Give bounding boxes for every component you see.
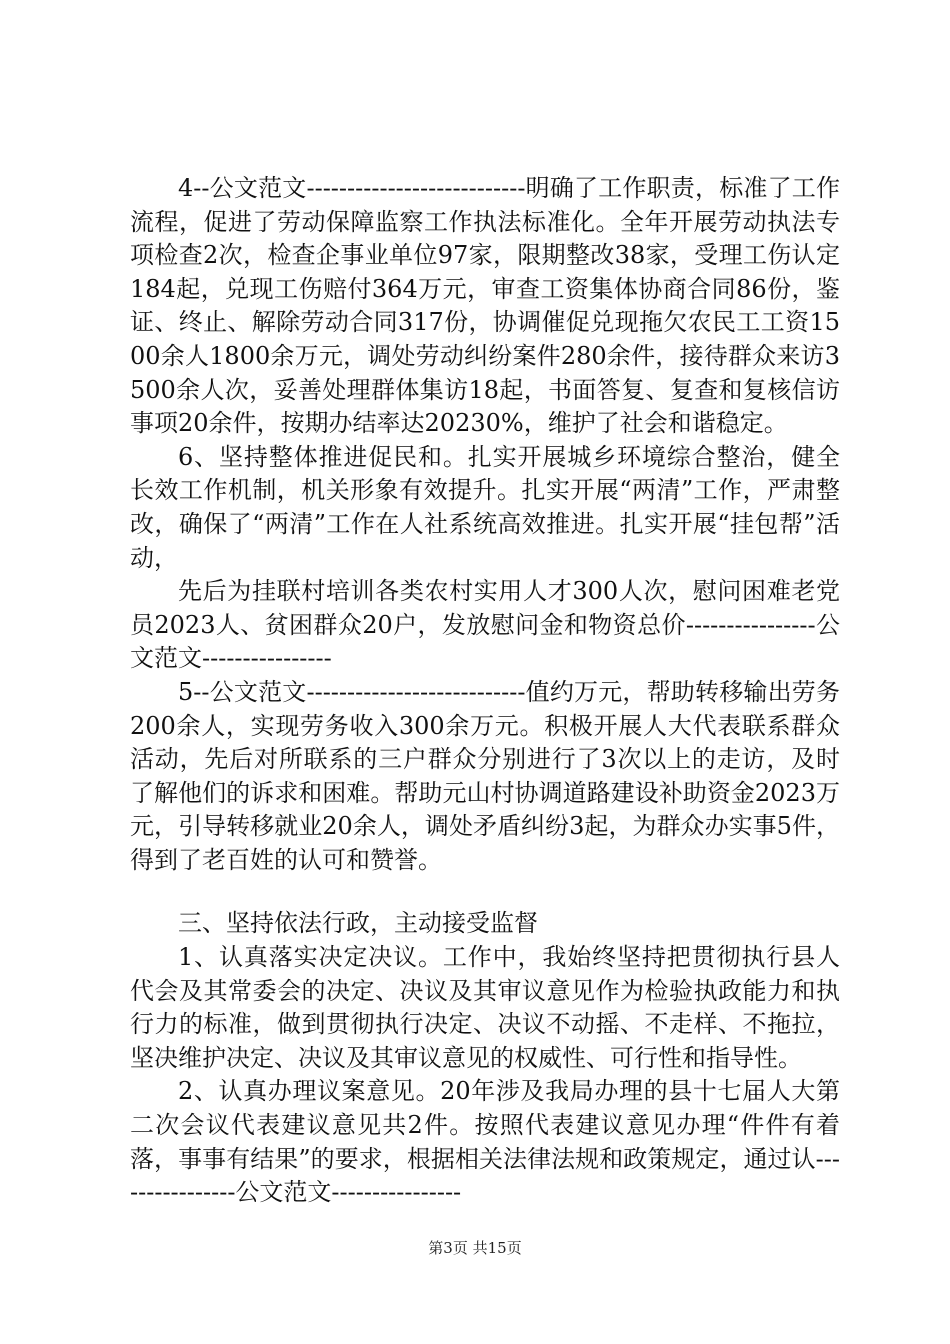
section-heading: 三、坚持依法行政，主动接受监督	[178, 909, 538, 938]
section-gap	[130, 877, 840, 907]
paragraph-1: 4--公文范文---------------------------明确了工作职责，标准了工作流程，促进了劳动保障监察工作执法标准化。全年开展劳动执法专项检查2次，检查企事业单位97家，限期整改38家，受理工伤认定184起，兑现工伤赔付364万元，审查工资集体协商合同86份，鉴证、终止、解除劳动合同317份，协调催促兑现拖欠农民工工资1500余人1800余万元，调处劳动纠纷案件280余件，接待群众来访3500余人次，妥善处理群体集访18起，书面答复、复查和复核信访事项20余件，按期办结率达20230%，维护了社会和谐稳定。	[130, 174, 840, 438]
paragraph-4: 5--公文范文---------------------------值约万元，帮助转移输出劳务200余人，实现劳务收入300余万元。积极开展人大代表联系群众活动，先后对所联系的三户群众分别进行了3次以上的走访，及时了解他们的诉求和困难。帮助元山村协调道路建设补助资金2023万元，引导转移就业20余人，调处矛盾纠纷3起，为群众办实事5件，得到了老百姓的认可和赞誉。	[130, 677, 840, 874]
page-number-footer: 第3页 共15页	[428, 1239, 522, 1257]
document-body	[130, 172, 840, 1210]
paragraph-6: 2、认真办理议案意见。20年涉及我局办理的县十七届人大第二次会议代表建议意见共2件。按照代表建议意见办理“件件有着落，事事有结果”的要求，根据相关法律法规和政策规定，通过认----------------公文范文----------------	[130, 1077, 840, 1207]
paragraph-2: 6、坚持整体推进促民和。扎实开展城乡环境综合整治，健全长效工作机制，机关形象有效提升。扎实开展“两清”工作，严肃整改，确保了“两清”工作在人社系统高效推进。扎实开展“挂包帮”活动，	[130, 442, 840, 572]
paragraph-5: 1、认真落实决定决议。工作中，我始终坚持把贯彻执行县人代会及其常委会的决定、决议及其审议意见作为检验执政能力和执行力的标准，做到贯彻执行决定、决议不动摇、不走样、不拖拉，坚决维护决定、决议及其审议意见的权威性、可行性和指导性。	[130, 943, 840, 1072]
paragraph-3: 先后为挂联村培训各类农村实用人才300人次，慰问困难老党员2023人、贫困群众20户，发放慰问金和物资总价----------------公文范文----------------	[130, 577, 840, 673]
